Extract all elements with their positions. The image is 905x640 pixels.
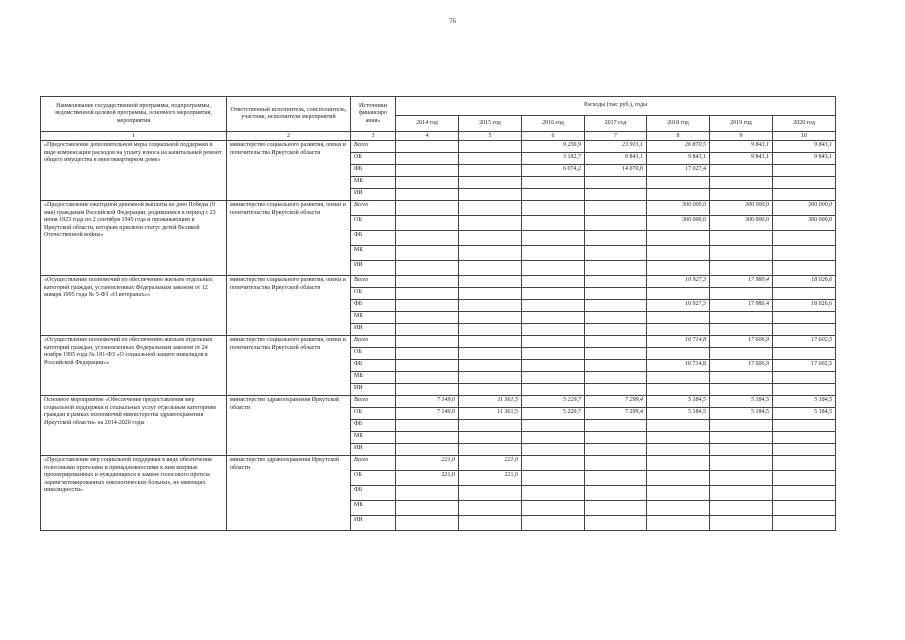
amount-cell — [710, 516, 773, 531]
column-index: 8 — [647, 132, 710, 141]
amount-cell — [459, 165, 522, 177]
amount-cell — [396, 516, 459, 531]
amount-cell — [459, 261, 522, 276]
amount-cell — [710, 177, 773, 189]
amount-cell — [773, 384, 836, 396]
amount-cell — [710, 231, 773, 246]
amount-cell — [647, 456, 710, 471]
amount-cell — [459, 501, 522, 516]
amount-cell — [396, 231, 459, 246]
amount-cell — [522, 276, 585, 288]
table-row — [41, 456, 836, 471]
amount-cell: 26 870,5 — [647, 141, 710, 153]
amount-cell: 5 184,5 — [710, 408, 773, 420]
funding-source-cell: МБ — [351, 372, 396, 384]
amount-cell — [522, 372, 585, 384]
amount-cell — [585, 516, 647, 531]
amount-cell — [396, 324, 459, 336]
amount-cell — [710, 420, 773, 432]
amount-cell — [647, 231, 710, 246]
funding-source-cell: ОБ — [351, 153, 396, 165]
amount-cell — [585, 312, 647, 324]
table-row — [41, 396, 836, 408]
responsible-cell: министерство социального развития, опеки и попечительства Иркутской области — [227, 141, 351, 201]
amount-cell — [396, 360, 459, 372]
amount-cell — [459, 444, 522, 456]
amount-cell — [522, 288, 585, 300]
amount-cell — [773, 516, 836, 531]
amount-cell: 17 027,4 — [647, 165, 710, 177]
amount-cell: 300 000,0 — [710, 216, 773, 231]
funding-source-cell: ФБ — [351, 360, 396, 372]
amount-cell — [647, 471, 710, 486]
amount-cell — [522, 324, 585, 336]
amount-cell: 5 184,5 — [773, 396, 836, 408]
amount-cell — [710, 432, 773, 444]
amount-cell — [585, 372, 647, 384]
program-name-cell: Основное мероприятие «Обеспечение предоставления мер социальной поддержки и социальных услуг отдельным категориям граждан в рамках полномочий министерства здравоохранения Иркутской области» на 2014-2020 годы — [41, 396, 227, 456]
amount-cell — [396, 201, 459, 216]
funding-source-cell: ИИ — [351, 444, 396, 456]
amount-cell — [773, 444, 836, 456]
amount-cell: 9 843,1 — [585, 153, 647, 165]
amount-cell: 221,0 — [396, 456, 459, 471]
amount-cell — [647, 432, 710, 444]
amount-cell — [459, 288, 522, 300]
amount-cell: 17 602,5 — [773, 336, 836, 348]
amount-cell — [647, 246, 710, 261]
funding-source-cell: ФБ — [351, 165, 396, 177]
amount-cell — [585, 324, 647, 336]
amount-cell — [396, 336, 459, 348]
amount-cell — [585, 420, 647, 432]
amount-cell: 9 843,1 — [773, 141, 836, 153]
amount-cell: 5 229,7 — [522, 396, 585, 408]
column-index: 2 — [227, 132, 351, 141]
amount-cell — [585, 432, 647, 444]
amount-cell — [710, 384, 773, 396]
amount-cell — [396, 246, 459, 261]
header-year: 2017 год — [585, 116, 647, 132]
amount-cell — [396, 420, 459, 432]
funding-source-cell: Всего — [351, 201, 396, 216]
amount-cell: 10 927,3 — [647, 300, 710, 312]
funding-source-cell: ФБ — [351, 420, 396, 432]
amount-cell: 221,0 — [459, 471, 522, 486]
amount-cell — [647, 372, 710, 384]
amount-cell — [585, 471, 647, 486]
amount-cell — [396, 501, 459, 516]
amount-cell — [773, 165, 836, 177]
amount-cell — [710, 471, 773, 486]
funding-source-cell: МБ — [351, 177, 396, 189]
amount-cell: 7 149,0 — [396, 408, 459, 420]
amount-cell: 5 184,5 — [647, 408, 710, 420]
amount-cell — [522, 312, 585, 324]
amount-cell: 7 149,0 — [396, 396, 459, 408]
amount-cell — [710, 165, 773, 177]
amount-cell — [396, 288, 459, 300]
program-name-cell: «Предоставление дополнительной меры социальной поддержки в виде компенсации расходов на уплату взноса на капитальный ремонт общего имущества в многоквартирном доме» — [41, 141, 227, 201]
amount-cell — [585, 276, 647, 288]
amount-cell — [522, 432, 585, 444]
amount-cell: 9 843,1 — [710, 141, 773, 153]
amount-cell: 17 980,4 — [710, 300, 773, 312]
amount-cell — [710, 288, 773, 300]
amount-cell — [396, 384, 459, 396]
amount-cell — [773, 312, 836, 324]
amount-cell: 5 184,5 — [647, 396, 710, 408]
amount-cell — [459, 336, 522, 348]
amount-cell — [647, 177, 710, 189]
amount-cell: 23 913,1 — [585, 141, 647, 153]
amount-cell: 18 026,6 — [773, 300, 836, 312]
amount-cell — [522, 420, 585, 432]
funding-source-cell: МБ — [351, 246, 396, 261]
funding-source-cell: МБ — [351, 432, 396, 444]
header-source: Источники финансиро ания» — [351, 97, 396, 132]
amount-cell — [522, 177, 585, 189]
amount-cell — [710, 501, 773, 516]
amount-cell — [459, 516, 522, 531]
amount-cell — [647, 516, 710, 531]
amount-cell — [773, 246, 836, 261]
funding-source-cell: ФБ — [351, 486, 396, 501]
responsible-cell: министерство здравоохранения Иркутской области — [227, 396, 351, 456]
amount-cell — [459, 246, 522, 261]
amount-cell — [459, 432, 522, 444]
amount-cell — [522, 501, 585, 516]
table-row — [41, 141, 836, 153]
amount-cell — [522, 471, 585, 486]
amount-cell — [647, 312, 710, 324]
column-index: 7 — [585, 132, 647, 141]
amount-cell: 9 843,1 — [710, 153, 773, 165]
funding-source-cell: ОБ — [351, 216, 396, 231]
amount-cell — [773, 189, 836, 201]
funding-source-cell: ИИ — [351, 261, 396, 276]
amount-cell: 5 184,5 — [773, 408, 836, 420]
amount-cell — [773, 288, 836, 300]
amount-cell — [459, 177, 522, 189]
amount-cell — [396, 312, 459, 324]
amount-cell — [773, 471, 836, 486]
amount-cell — [459, 276, 522, 288]
amount-cell — [647, 501, 710, 516]
amount-cell — [585, 444, 647, 456]
amount-cell — [647, 384, 710, 396]
funding-source-cell: Всего — [351, 141, 396, 153]
amount-cell — [396, 189, 459, 201]
amount-cell — [773, 432, 836, 444]
amount-cell — [459, 201, 522, 216]
amount-cell: 221,0 — [396, 471, 459, 486]
amount-cell — [647, 324, 710, 336]
funding-source-cell: ОБ — [351, 471, 396, 486]
amount-cell — [585, 384, 647, 396]
amount-cell: 6 074,2 — [522, 165, 585, 177]
column-index: 9 — [710, 132, 773, 141]
amount-cell — [585, 189, 647, 201]
amount-cell — [396, 300, 459, 312]
amount-cell — [710, 324, 773, 336]
amount-cell — [585, 348, 647, 360]
amount-cell — [585, 246, 647, 261]
amount-cell — [647, 348, 710, 360]
amount-cell — [396, 372, 459, 384]
table-row — [41, 201, 836, 216]
table-row — [41, 336, 836, 348]
funding-source-cell: ОБ — [351, 348, 396, 360]
amount-cell — [396, 486, 459, 501]
amount-cell — [459, 486, 522, 501]
amount-cell — [459, 216, 522, 231]
amount-cell — [710, 456, 773, 471]
amount-cell: 10 927,3 — [647, 276, 710, 288]
amount-cell — [522, 336, 585, 348]
amount-cell — [585, 360, 647, 372]
amount-cell: 5 229,7 — [522, 408, 585, 420]
amount-cell — [647, 288, 710, 300]
funding-source-cell: ФБ — [351, 231, 396, 246]
funding-source-cell: Всего — [351, 336, 396, 348]
amount-cell — [773, 372, 836, 384]
amount-cell — [773, 501, 836, 516]
header-name: Наименование государственной программы, подпрограммы, ведомственной целевой программы, основного мероприятия, мероприятия — [41, 97, 227, 132]
amount-cell: 17 980,4 — [710, 276, 773, 288]
amount-cell — [773, 177, 836, 189]
funding-source-cell: ОБ — [351, 408, 396, 420]
amount-cell — [396, 276, 459, 288]
funding-source-cell: ИИ — [351, 384, 396, 396]
amount-cell — [585, 456, 647, 471]
amount-cell: 7 299,4 — [585, 408, 647, 420]
budget-table-container — [40, 96, 835, 531]
amount-cell — [585, 501, 647, 516]
amount-cell: 10 714,8 — [647, 360, 710, 372]
budget-table — [40, 96, 836, 531]
amount-cell: 3 182,7 — [522, 153, 585, 165]
program-name-cell: «Осуществление полномочий по обеспечению жильем отдельных категорий граждан, установленных Федеральным законом от 12 января 1995 года № 5-ФЗ «О ветеранах»» — [41, 276, 227, 336]
program-name-cell: «Предоставление мер социальной поддержки в виде обеспечения голосовыми протезами и принадлежностями к ним впервые прооперированных и нуждающихся в замене голосового протеза ларингэктомированных онкологических больных, не имеющих инвалидности» — [41, 456, 227, 531]
amount-cell — [585, 336, 647, 348]
amount-cell — [585, 261, 647, 276]
amount-cell: 5 184,5 — [710, 396, 773, 408]
funding-source-cell: ИИ — [351, 324, 396, 336]
amount-cell — [459, 324, 522, 336]
amount-cell: 9 843,1 — [647, 153, 710, 165]
responsible-cell: министерство социального развития, опеки и попечительства Иркутской области — [227, 201, 351, 276]
amount-cell — [647, 486, 710, 501]
amount-cell: 9 843,1 — [773, 153, 836, 165]
amount-cell: 17 606,9 — [710, 360, 773, 372]
amount-cell — [522, 348, 585, 360]
amount-cell: 300 000,0 — [647, 201, 710, 216]
amount-cell — [522, 261, 585, 276]
amount-cell — [585, 201, 647, 216]
amount-cell — [396, 348, 459, 360]
amount-cell — [710, 312, 773, 324]
amount-cell — [459, 360, 522, 372]
amount-cell — [459, 189, 522, 201]
amount-cell — [773, 456, 836, 471]
amount-cell: 17 602,5 — [773, 360, 836, 372]
amount-cell — [647, 189, 710, 201]
header-responsible: Ответственный исполнитель, соисполнитель, участник, исполнители мероприятий — [227, 97, 351, 132]
amount-cell — [522, 444, 585, 456]
amount-cell — [710, 246, 773, 261]
amount-cell — [710, 444, 773, 456]
amount-cell — [459, 141, 522, 153]
amount-cell — [459, 153, 522, 165]
responsible-cell: министерство социального развития, опеки и попечительства Иркутской области — [227, 276, 351, 336]
header-year: 2015 год — [459, 116, 522, 132]
amount-cell — [522, 189, 585, 201]
amount-cell — [773, 420, 836, 432]
responsible-cell: министерство социального развития, опеки и попечительства Иркутской области — [227, 336, 351, 396]
program-name-cell: «Осуществление полномочий по обеспечению жильем отдельных категорий граждан, установленных Федеральным законом от 24 ноября 1995 года № 181-ФЗ «О социальной защите инвалидов в Российской Федерации»» — [41, 336, 227, 396]
column-index: 5 — [459, 132, 522, 141]
amount-cell — [585, 177, 647, 189]
amount-cell — [522, 201, 585, 216]
amount-cell — [522, 456, 585, 471]
amount-cell: 7 299,4 — [585, 396, 647, 408]
amount-cell — [585, 300, 647, 312]
funding-source-cell: Всего — [351, 276, 396, 288]
amount-cell — [710, 372, 773, 384]
amount-cell: 10 714,8 — [647, 336, 710, 348]
amount-cell: 300 000,0 — [773, 201, 836, 216]
amount-cell — [710, 189, 773, 201]
amount-cell — [459, 231, 522, 246]
amount-cell — [396, 153, 459, 165]
amount-cell — [459, 312, 522, 324]
amount-cell — [459, 348, 522, 360]
amount-cell — [459, 420, 522, 432]
amount-cell — [773, 324, 836, 336]
amount-cell — [522, 384, 585, 396]
amount-cell: 300 000,0 — [773, 216, 836, 231]
amount-cell — [522, 516, 585, 531]
amount-cell — [522, 231, 585, 246]
header-year: 2020 год — [773, 116, 836, 132]
amount-cell — [396, 216, 459, 231]
funding-source-cell: ОБ — [351, 288, 396, 300]
amount-cell: 9 256,9 — [522, 141, 585, 153]
amount-cell: 11 361,5 — [459, 408, 522, 420]
column-index: 3 — [351, 132, 396, 141]
amount-cell — [710, 486, 773, 501]
funding-source-cell: ИИ — [351, 516, 396, 531]
amount-cell — [396, 141, 459, 153]
header-year: 2018 год — [647, 116, 710, 132]
amount-cell — [585, 231, 647, 246]
funding-source-cell: МБ — [351, 312, 396, 324]
column-index: 6 — [522, 132, 585, 141]
amount-cell — [585, 288, 647, 300]
column-index: 1 — [41, 132, 227, 141]
amount-cell — [773, 261, 836, 276]
amount-cell — [396, 165, 459, 177]
amount-cell: 300 000,0 — [710, 201, 773, 216]
header-year: 2016 год — [522, 116, 585, 132]
amount-cell: 300 000,0 — [647, 216, 710, 231]
amount-cell: 18 026,6 — [773, 276, 836, 288]
funding-source-cell: МБ — [351, 501, 396, 516]
amount-cell — [396, 177, 459, 189]
header-year: 2019 год — [710, 116, 773, 132]
amount-cell — [710, 261, 773, 276]
amount-cell — [396, 261, 459, 276]
amount-cell — [647, 420, 710, 432]
amount-cell — [773, 348, 836, 360]
amount-cell — [396, 444, 459, 456]
amount-cell — [585, 216, 647, 231]
table-row — [41, 276, 836, 288]
amount-cell — [522, 300, 585, 312]
funding-source-cell: Всего — [351, 396, 396, 408]
amount-cell — [459, 300, 522, 312]
funding-source-cell: ФБ — [351, 300, 396, 312]
amount-cell — [522, 486, 585, 501]
amount-cell — [522, 216, 585, 231]
funding-source-cell: ИИ — [351, 189, 396, 201]
amount-cell: 221,0 — [459, 456, 522, 471]
page-number: 76 — [449, 17, 456, 25]
amount-cell — [585, 486, 647, 501]
amount-cell — [459, 372, 522, 384]
header-year: 2014 год — [396, 116, 459, 132]
amount-cell: 14 070,0 — [585, 165, 647, 177]
program-name-cell: «Предоставление ежегодной денежной выплаты ко дню Победы (9 мая) гражданам Российской Федерации, родившимся в период с 23 июня 1923 года по 2 сентября 1945 года и проживающим в Иркутской области, которым присвоен статус детей Великой Отечественной войны» — [41, 201, 227, 276]
amount-cell — [647, 444, 710, 456]
column-index: 10 — [773, 132, 836, 141]
header-expenses: Расходы (тыс руб.), годы — [396, 97, 836, 116]
funding-source-cell: Всего — [351, 456, 396, 471]
amount-cell — [459, 384, 522, 396]
amount-cell — [773, 231, 836, 246]
responsible-cell: министерство здравоохранения Иркутской области — [227, 456, 351, 531]
amount-cell — [710, 348, 773, 360]
column-index: 4 — [396, 132, 459, 141]
amount-cell — [647, 261, 710, 276]
amount-cell — [522, 246, 585, 261]
amount-cell — [522, 360, 585, 372]
amount-cell: 11 361,5 — [459, 396, 522, 408]
amount-cell — [396, 432, 459, 444]
amount-cell — [773, 486, 836, 501]
amount-cell: 17 606,9 — [710, 336, 773, 348]
